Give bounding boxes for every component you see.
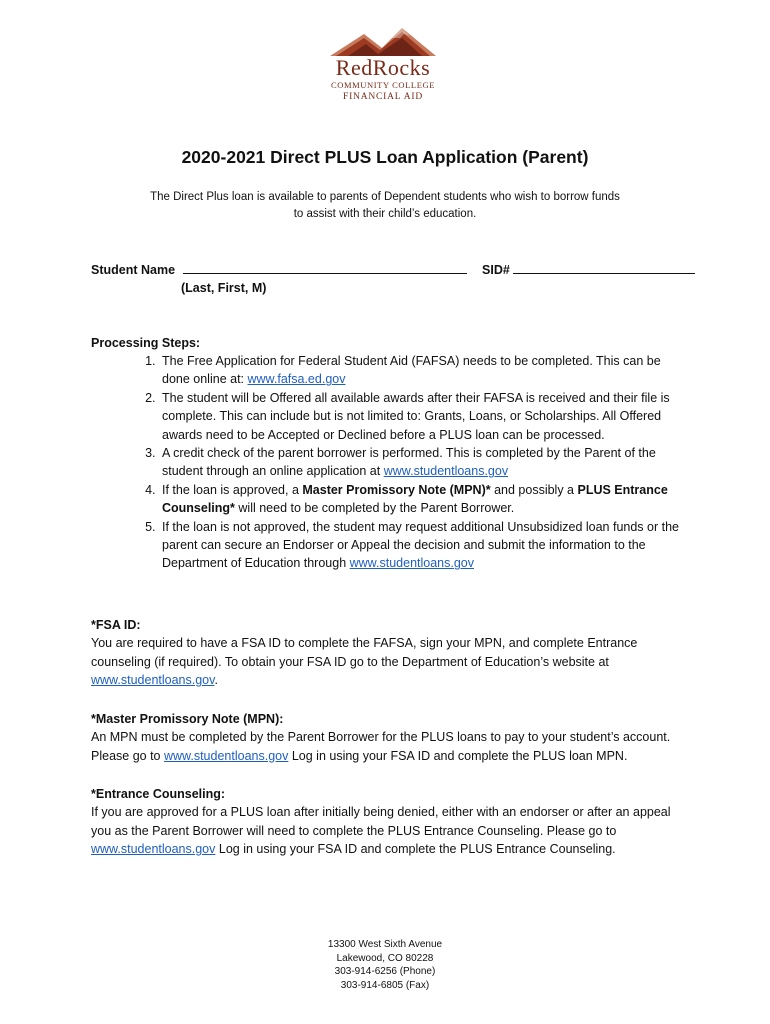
mountain-logo-icon: [330, 26, 436, 58]
footer-street: 13300 West Sixth Avenue: [327, 939, 443, 950]
footer-address: [0, 938, 770, 992]
studentloans-link[interactable]: www.studentloans.gov: [383, 464, 509, 479]
intro-line-2: to assist with their child’s education.: [293, 208, 477, 220]
studentloans-link[interactable]: www.studentloans.gov: [91, 842, 216, 857]
processing-steps-list: [91, 352, 691, 573]
studentloans-link[interactable]: www.studentloans.gov: [163, 748, 289, 763]
entrance-counseling-heading: *Entrance Counseling:: [91, 787, 226, 801]
student-name-field[interactable]: [183, 260, 467, 274]
mpn-section: *Master Promissory Note (MPN): An MPN must be completed by the Parent Borrower for the PLUS loans to pay to your student’s account. Please go to www.studentloans.gov Log in using your FSA ID and complete the PLUS loan MPN.: [91, 710, 691, 765]
logo-subtitle: COMMUNITY COLLEGE: [330, 80, 436, 90]
step-item: 1. The Free Application for Federal Student Aid (FAFSA) needs to be completed. This can be done online at: www.fafsa.ed.gov: [159, 352, 691, 389]
fafsa-link[interactable]: www.fafsa.ed.gov: [247, 372, 346, 387]
step-item: 2. The student will be Offered all available awards after their FAFSA is received and their file is complete. This can include but is not limited to: Grants, Loans, or Scholarships. All Offered awards need to be Accepted or Declined before a PLUS loan can be processed.: [159, 389, 691, 444]
step-item: 5. If the loan is not approved, the student may request additional Unsubsidized loan funds or the parent can secure an Endorser or Appeal the decision and submit the information to the Department of Education through www.studentloans.gov: [159, 518, 691, 573]
mpn-heading: *Master Promissory Note (MPN):: [91, 712, 284, 726]
intro-line-1: The Direct Plus loan is available to parents of Dependent students who wish to borrow funds: [150, 191, 620, 203]
fsa-id-heading: *FSA ID:: [91, 618, 141, 632]
logo-name: RedRocks: [335, 55, 431, 80]
processing-steps-heading: Processing Steps:: [91, 336, 201, 350]
sid-field[interactable]: [513, 260, 695, 274]
step-item: 3. A credit check of the parent borrower is performed. This is completed by the Parent of the student through an online application at www.studentloans.gov: [159, 444, 691, 481]
footer-city: Lakewood, CO 80228: [336, 952, 434, 964]
footer-phone: 303-914-6256 (Phone): [334, 966, 436, 977]
intro-text: [0, 189, 770, 223]
student-name-label: Student Name: [91, 263, 176, 277]
studentloans-link[interactable]: www.studentloans.gov: [91, 673, 215, 688]
sid-label: SID#: [482, 263, 510, 277]
fsa-id-section: *FSA ID: You are required to have a FSA ID to complete the FAFSA, sign your MPN, and complete Entrance counseling (if required). To obtain your FSA ID go to the Department of Education’s website at www.studentloans.gov.: [91, 616, 691, 690]
step-item: 4. If the loan is approved, a Master Promissory Note (MPN)* and possibly a PLUS Entrance Counseling* will need to be completed by the Parent Borrower.: [159, 481, 691, 518]
studentloans-link[interactable]: www.studentloans.gov: [349, 556, 475, 571]
student-info-line: [91, 260, 691, 279]
logo-department: FINANCIAL AID: [343, 92, 423, 102]
college-logo: [320, 26, 446, 106]
student-name-hint: (Last, First, M): [181, 281, 267, 295]
footer-fax: 303-914-6805 (Fax): [340, 979, 430, 991]
entrance-counseling-section: *Entrance Counseling: If you are approved for a PLUS loan after initially being denied, either with an endorser or after an appeal you as the Parent Borrower will need to complete the PLUS Entrance Counseling. Please go to www.studentloans.gov Log in using your FSA ID and complete the PLUS Entrance Counseling.: [91, 785, 691, 859]
page-title: 2020-2021 Direct PLUS Loan Application (Parent): [181, 147, 589, 167]
